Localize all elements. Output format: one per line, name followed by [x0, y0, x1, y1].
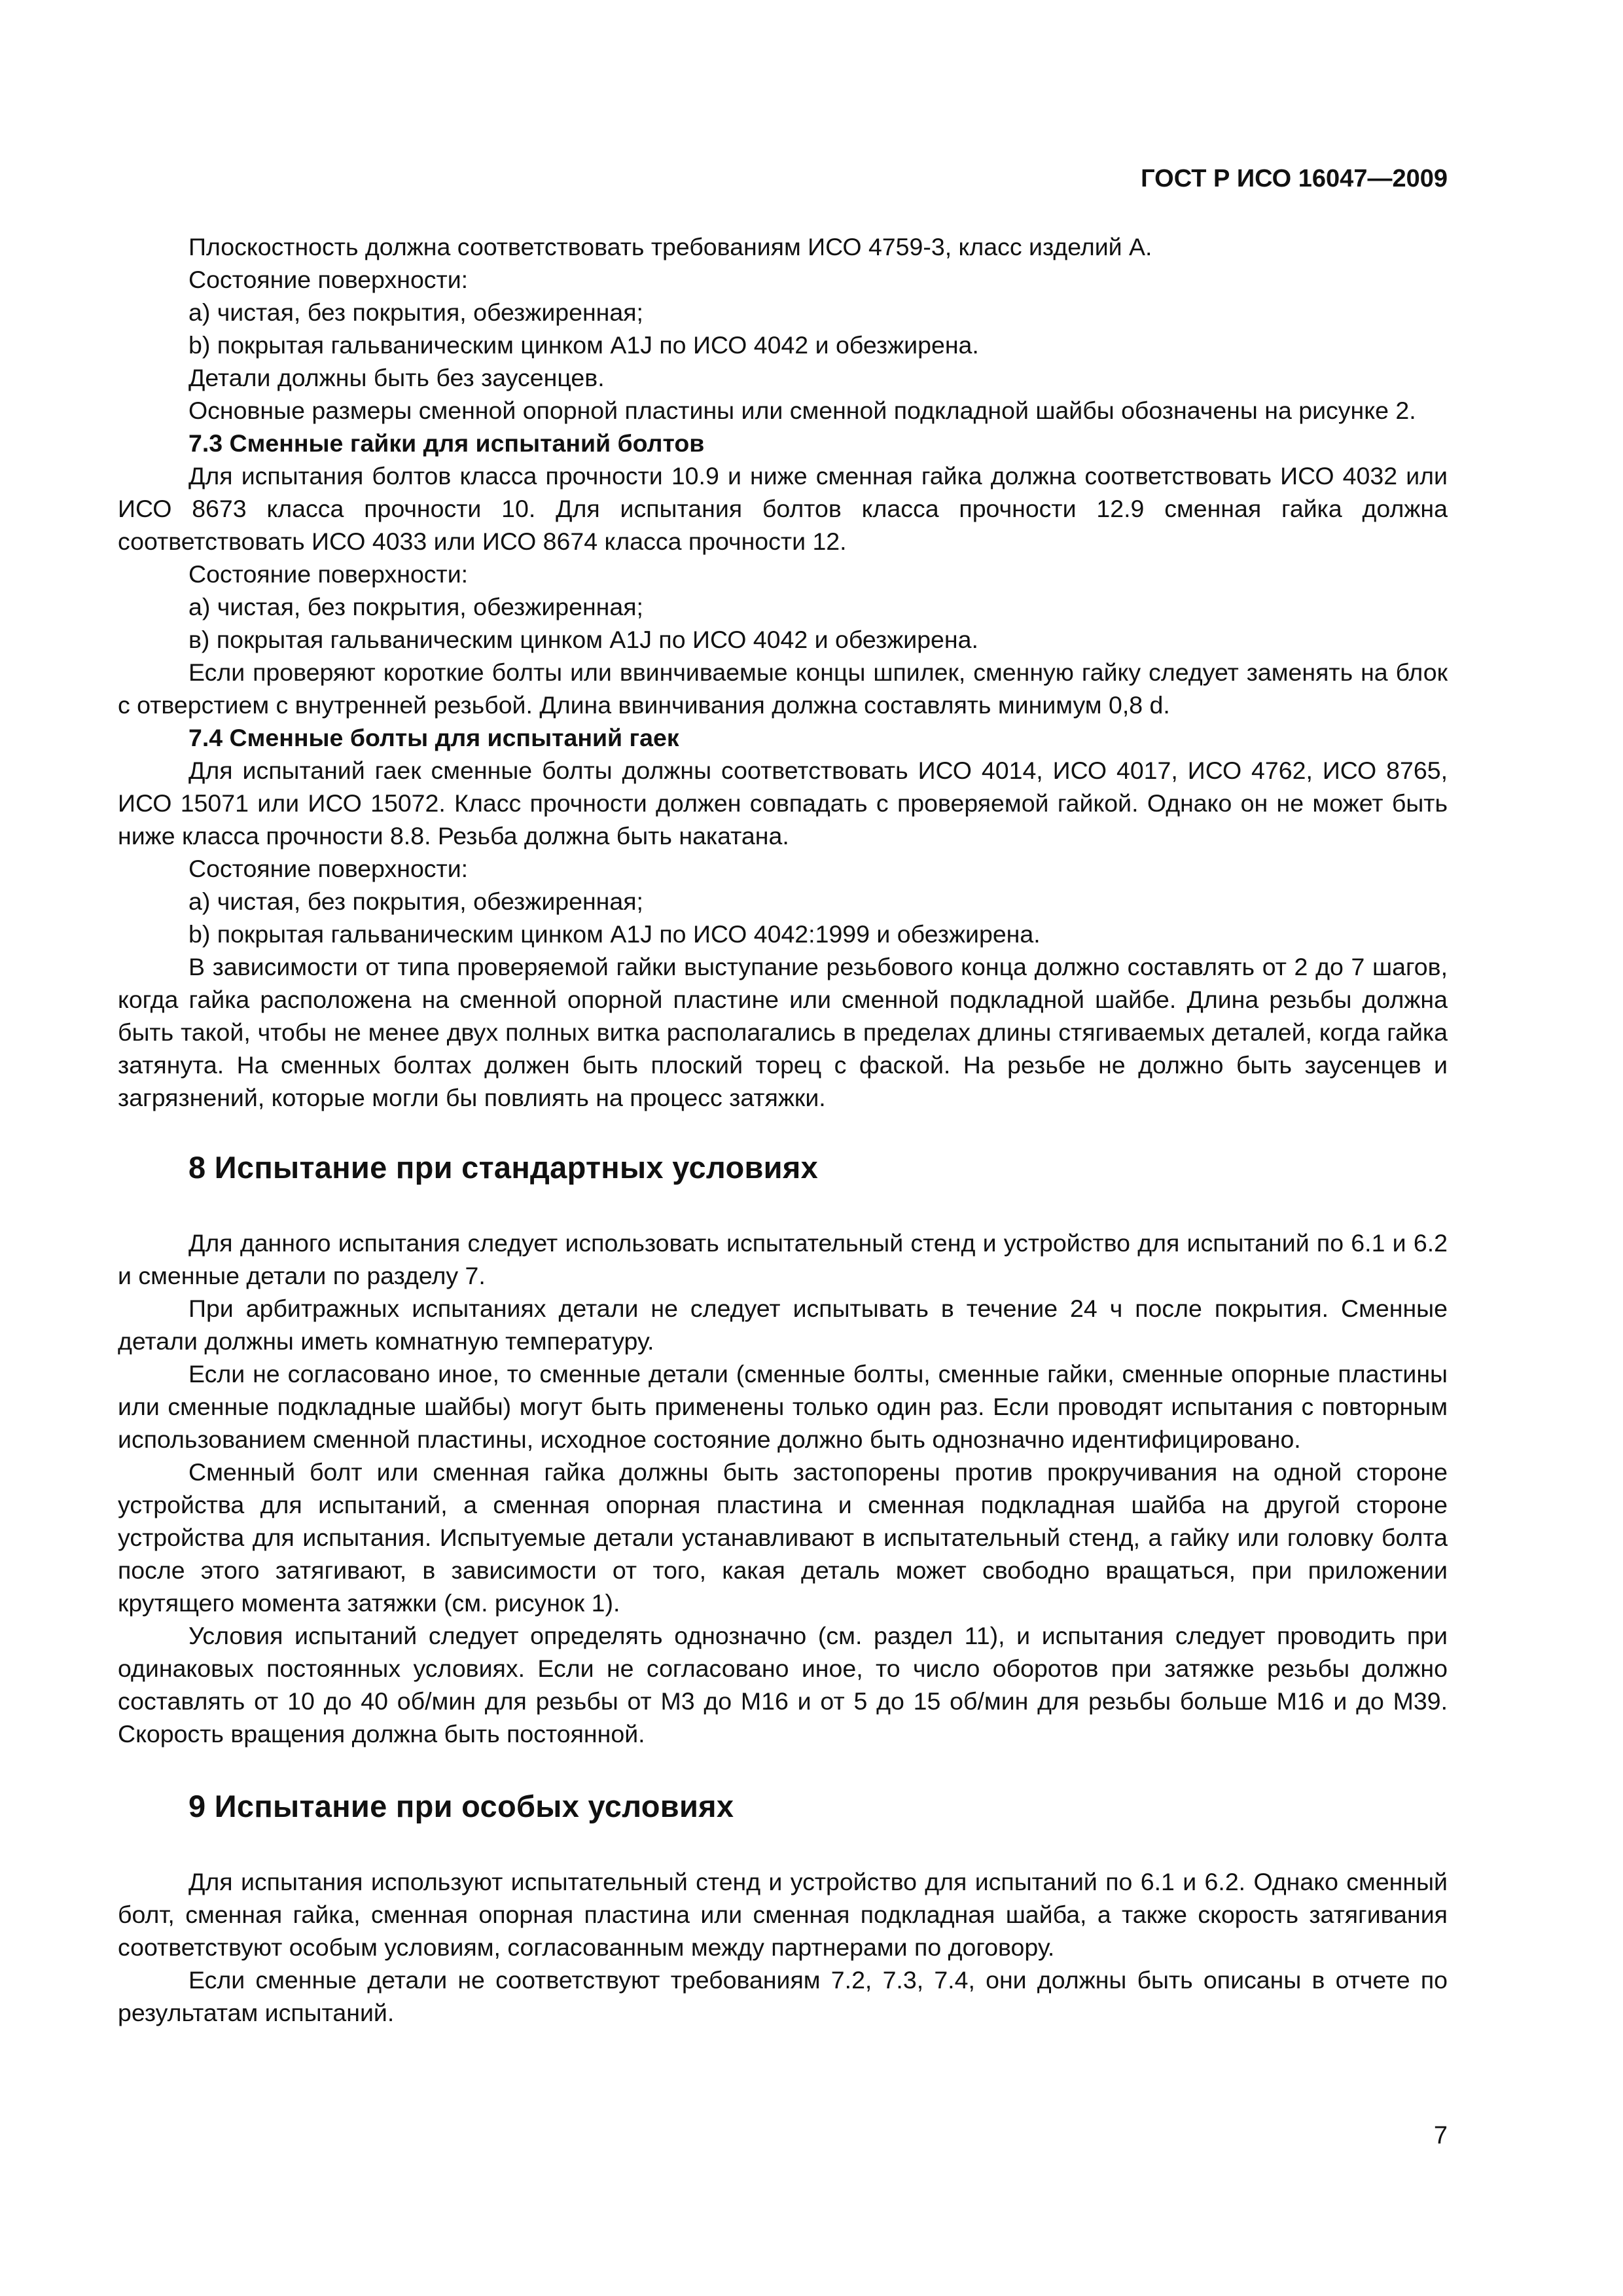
paragraph-7-3-nuts: Для испытания болтов класса прочности 10.9 и ниже сменная гайка должна соответствовать ИСО 4032 или ИСО 8673 класса прочности 10. Для испытания болтов класса прочности 12.9 сменная гайка должна соответствовать ИСО 4033 или ИСО 8674 класса прочности 12. [118, 462, 1448, 555]
paragraph-9-2: Если сменные детали не соответствуют требованиям 7.2, 7.3, 7.4, они должны быть описаны в отчете по результатам испытаний. [118, 1966, 1448, 2026]
paragraph-8-3: Если не согласовано иное, то сменные детали (сменные болты, сменные гайки, сменные опорные пластины или сменные подкладные шайбы) могут быть применены только один раз. Если проводят испытания с повторным использованием сменной пластины, исходное состояние должно быть однозначно идентифицировано. [118, 1360, 1448, 1453]
paragraph-dimensions: Основные размеры сменной опорной пластины или сменной подкладной шайбы обозначены на рисунке 2. [188, 397, 1416, 424]
paragraph-9-1: Для испытания используют испытательный стенд и устройство для испытаний по 6.1 и 6.2. Однако сменный болт, сменная гайка, сменная опорная пластина или сменная подкладная шайба, а также скорость затягивания соответствуют особым условиям, согласованным между партнерами по договору. [118, 1868, 1448, 1961]
page-content [118, 230, 1448, 2029]
paragraph-7-4-thread-protrusion: В зависимости от типа проверяемой гайки выступание резьбового конца должно составлять от 2 до 7 шагов, когда гайка расположена на сменной опорной пластине или сменной подкладной шайбе. Длина резьбы должна быть такой, чтобы не менее двух полных витка располагались в пределах длины стягиваемых деталей, когда гайка затянута. На сменных болтах должен быть плоский торец с фаской. На резьбе не должно быть заусенцев и загрязнений, которые могли бы повлиять на процесс затяжки. [118, 953, 1448, 1111]
paragraph-surface-state: Состояние поверхности: [188, 266, 469, 293]
list-item-a: а) чистая, без покрытия, обезжиренная; [188, 298, 643, 326]
paragraph-8-4: Сменный болт или сменная гайка должны быть застопорены против прокручивания на одной стороне устройства для испытаний, а сменная опорная пластина и сменная подкладная шайба на другой стороне устройства для испытания. Испытуемые детали устанавливают в испытательный стенд, а гайку или головку болта после этого затягивают, в зависимости от того, какая деталь может свободно вращаться, при приложении крутящего момента затяжки (см. рисунок 1). [118, 1458, 1448, 1617]
paragraph-8-2: При арбитражных испытаниях детали не следует испытывать в течение 24 ч после покрытия. Сменные детали должны иметь комнатную температуру. [118, 1295, 1448, 1355]
paragraph-7-3-surface-state: Состояние поверхности: [188, 560, 469, 588]
paragraph-7-3-short-bolts: Если проверяют короткие болты или ввинчиваемые концы шпилек, сменную гайку следует заменять на блок с отверстием с внутренней резьбой. Длина ввинчивания должна составлять минимум 0,8 d. [118, 658, 1448, 719]
paragraph-8-1: Для данного испытания следует использовать испытательный стенд и устройство для испытаний по 6.1 и 6.2 и сменные детали по разделу 7. [118, 1229, 1448, 1289]
subsection-heading-7-3: 7.3 Сменные гайки для испытаний болтов [188, 429, 705, 457]
list-item-7-3-a: а) чистая, без покрытия, обезжиренная; [188, 593, 643, 620]
paragraph-no-burrs: Детали должны быть без заусенцев. [188, 364, 605, 391]
paragraph-7-4-surface-state: Состояние поверхности: [188, 855, 469, 882]
section-heading-9: 9 Испытание при особых условиях [188, 1789, 734, 1823]
list-item-7-4-b: b) покрытая гальваническим цинком A1J по ИСО 4042:1999 и обезжирена. [188, 920, 1041, 948]
section-heading-8: 8 Испытание при стандартных условиях [188, 1150, 819, 1185]
list-item-7-4-a: а) чистая, без покрытия, обезжиренная; [188, 888, 643, 915]
list-item-b: b) покрытая гальваническим цинком A1J по ИСО 4042 и обезжирена. [188, 331, 979, 359]
page-number: 7 [1433, 2122, 1448, 2149]
paragraph-flatness: Плоскостность должна соответствовать требованиям ИСО 4759-3, класс изделий А. [188, 233, 1152, 260]
paragraph-7-4-bolts: Для испытаний гаек сменные болты должны соответствовать ИСО 4014, ИСО 4017, ИСО 4762, ИСО 8765, ИСО 15071 или ИСО 15072. Класс прочности должен совпадать с проверяемой гайкой. Однако он не может быть ниже класса прочности 8.8. Резьба должна быть накатана. [118, 757, 1448, 850]
document-id-header: ГОСТ Р ИСО 16047—2009 [1141, 165, 1448, 192]
subsection-heading-7-4: 7.4 Сменные болты для испытаний гаек [188, 724, 679, 751]
list-item-7-3-b: в) покрытая гальваническим цинком A1J по ИСО 4042 и обезжирена. [188, 626, 978, 653]
paragraph-8-5: Условия испытаний следует определять однозначно (см. раздел 11), и испытания следует проводить при одинаковых постоянных условиях. Если не согласовано иное, то число оборотов при затяжке резьбы должно составлять от 10 до 40 об/мин для резьбы от М3 до М16 и от 5 до 15 об/мин для резьбы больше М16 и до М39. Скорость вращения должна быть постоянной. [118, 1622, 1448, 1748]
